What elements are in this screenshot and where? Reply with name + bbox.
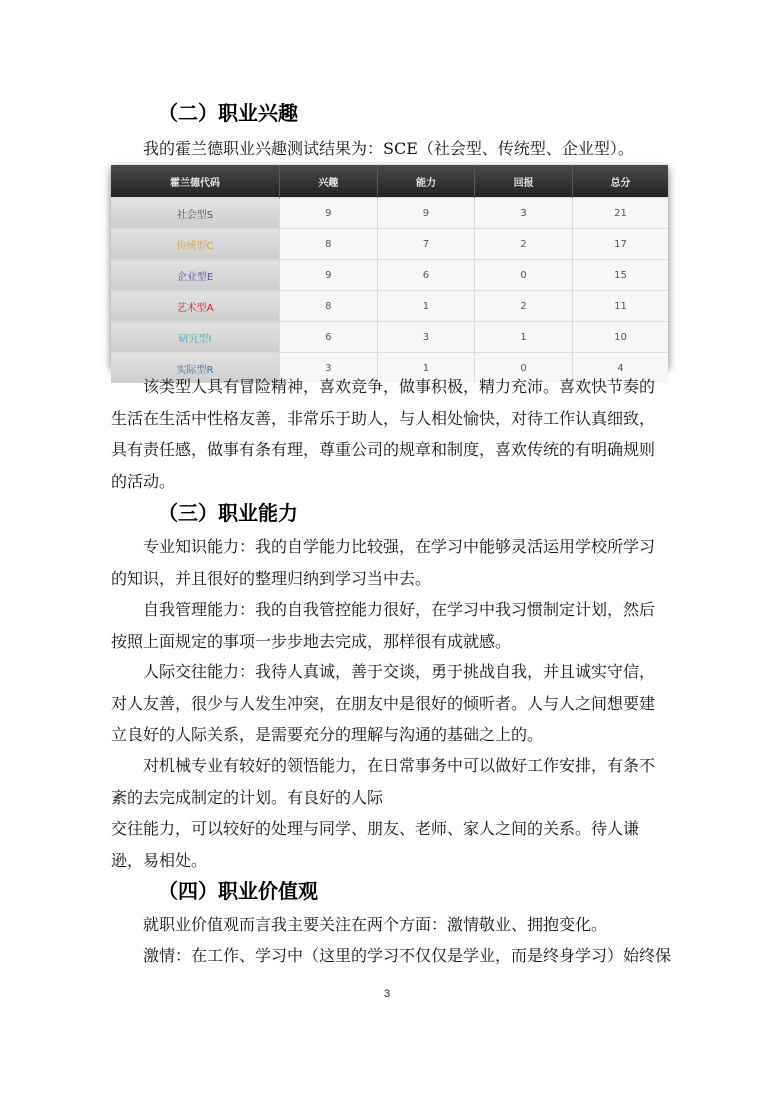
ability-score-cell: 6 bbox=[377, 260, 475, 291]
reward-score-cell: 1 bbox=[475, 322, 573, 353]
table-row bbox=[111, 229, 668, 260]
reward-score-cell: 0 bbox=[475, 260, 573, 291]
total-score-cell: 15 bbox=[572, 260, 668, 291]
interest-score-cell: 8 bbox=[280, 291, 378, 322]
interest-score-cell: 6 bbox=[280, 322, 378, 353]
ability-score-cell: 1 bbox=[377, 291, 475, 322]
holland-type-cell: 实际型R bbox=[111, 353, 280, 384]
interest-score-cell: 9 bbox=[280, 198, 378, 229]
interest-score-cell: 9 bbox=[280, 260, 378, 291]
interest-intro: 我的霍兰德职业兴趣测试结果为：SCE（社会型、传统型、企业型）。 bbox=[143, 139, 634, 158]
total-score-cell: 10 bbox=[572, 322, 668, 353]
reward-score-cell: 3 bbox=[475, 198, 573, 229]
holland-table bbox=[111, 165, 668, 376]
col-header-code: 霍兰德代码 bbox=[111, 165, 280, 198]
holland-type-cell: 传统型C bbox=[111, 229, 280, 260]
holland-type-cell: 研究型I bbox=[111, 322, 280, 353]
ability-paragraph-2: 自我管理能力：我的自我管控能力很好，在学习中我习惯制定计划，然后按照上面规定的事项一步步地去完成，那样很有成就感。 bbox=[111, 600, 656, 651]
value-paragraph-2: 激情：在工作、学习中（这里的学习不仅仅是学业，而是终身学习）始终保 bbox=[143, 946, 672, 965]
col-header-interest: 兴趣 bbox=[280, 165, 378, 198]
interest-score-cell: 3 bbox=[280, 353, 378, 384]
ability-paragraph-5: 交往能力，可以较好的处理与同学、朋友、老师、家人之间的关系。待人谦逊，易相处。 bbox=[111, 819, 640, 870]
reward-score-cell: 0 bbox=[475, 353, 573, 384]
table-header-row bbox=[111, 165, 668, 198]
col-header-total: 总分 bbox=[572, 165, 668, 198]
ability-score-cell: 1 bbox=[377, 353, 475, 384]
total-score-cell: 17 bbox=[572, 229, 668, 260]
ability-score-cell: 7 bbox=[377, 229, 475, 260]
table-row bbox=[111, 291, 668, 322]
table-row bbox=[111, 198, 668, 229]
holland-type-cell: 企业型E bbox=[111, 260, 280, 291]
reward-score-cell: 2 bbox=[475, 229, 573, 260]
ability-score-cell: 9 bbox=[377, 198, 475, 229]
total-score-cell: 21 bbox=[572, 198, 668, 229]
interest-score-cell: 8 bbox=[280, 229, 378, 260]
interest-description: 该类型人具有冒险精神，喜欢竞争，做事积极，精力充沛。喜欢快节奏的生活在生活中性格友善，非常乐于助人，与人相处愉快，对待工作认真细致，具有责任感，做事有条有理，尊重公司的规章和制度，喜欢传统的有明确规则的活动。 bbox=[111, 377, 656, 491]
table-row bbox=[111, 260, 668, 291]
section-heading-value: （四）职业价值观 bbox=[158, 879, 318, 903]
section-heading-interest: （二）职业兴趣 bbox=[158, 101, 298, 125]
ability-paragraph-1: 专业知识能力：我的自学能力比较强，在学习中能够灵活运用学校所学习的知识，并且很好的整理归纳到学习当中去。 bbox=[111, 537, 656, 588]
value-paragraph-1: 就职业价值观而言我主要关注在两个方面：激情敬业、拥抱变化。 bbox=[143, 915, 608, 934]
ability-paragraph-3: 人际交往能力：我待人真诚，善于交谈，勇于挑战自我，并且诚实守信，对人友善，很少与人发生冲突，在朋友中是很好的倾听者。人与人之间想要建立良好的人际关系，是需要充分的理解与沟通的基础之上的。 bbox=[111, 662, 656, 744]
table-row bbox=[111, 322, 668, 353]
page-number: 3 bbox=[383, 988, 391, 1000]
col-header-ability: 能力 bbox=[377, 165, 475, 198]
holland-type-cell: 艺术型A bbox=[111, 291, 280, 322]
total-score-cell: 11 bbox=[572, 291, 668, 322]
reward-score-cell: 2 bbox=[475, 291, 573, 322]
col-header-reward: 回报 bbox=[475, 165, 573, 198]
holland-type-cell: 社会型S bbox=[111, 198, 280, 229]
ability-score-cell: 3 bbox=[377, 322, 475, 353]
total-score-cell: 4 bbox=[572, 353, 668, 384]
section-heading-ability: （三）职业能力 bbox=[158, 501, 298, 525]
ability-paragraph-4: 对机械专业有较好的领悟能力，在日常事务中可以做好工作安排，有条不紊的去完成制定的计划。有良好的人际 bbox=[111, 756, 656, 807]
